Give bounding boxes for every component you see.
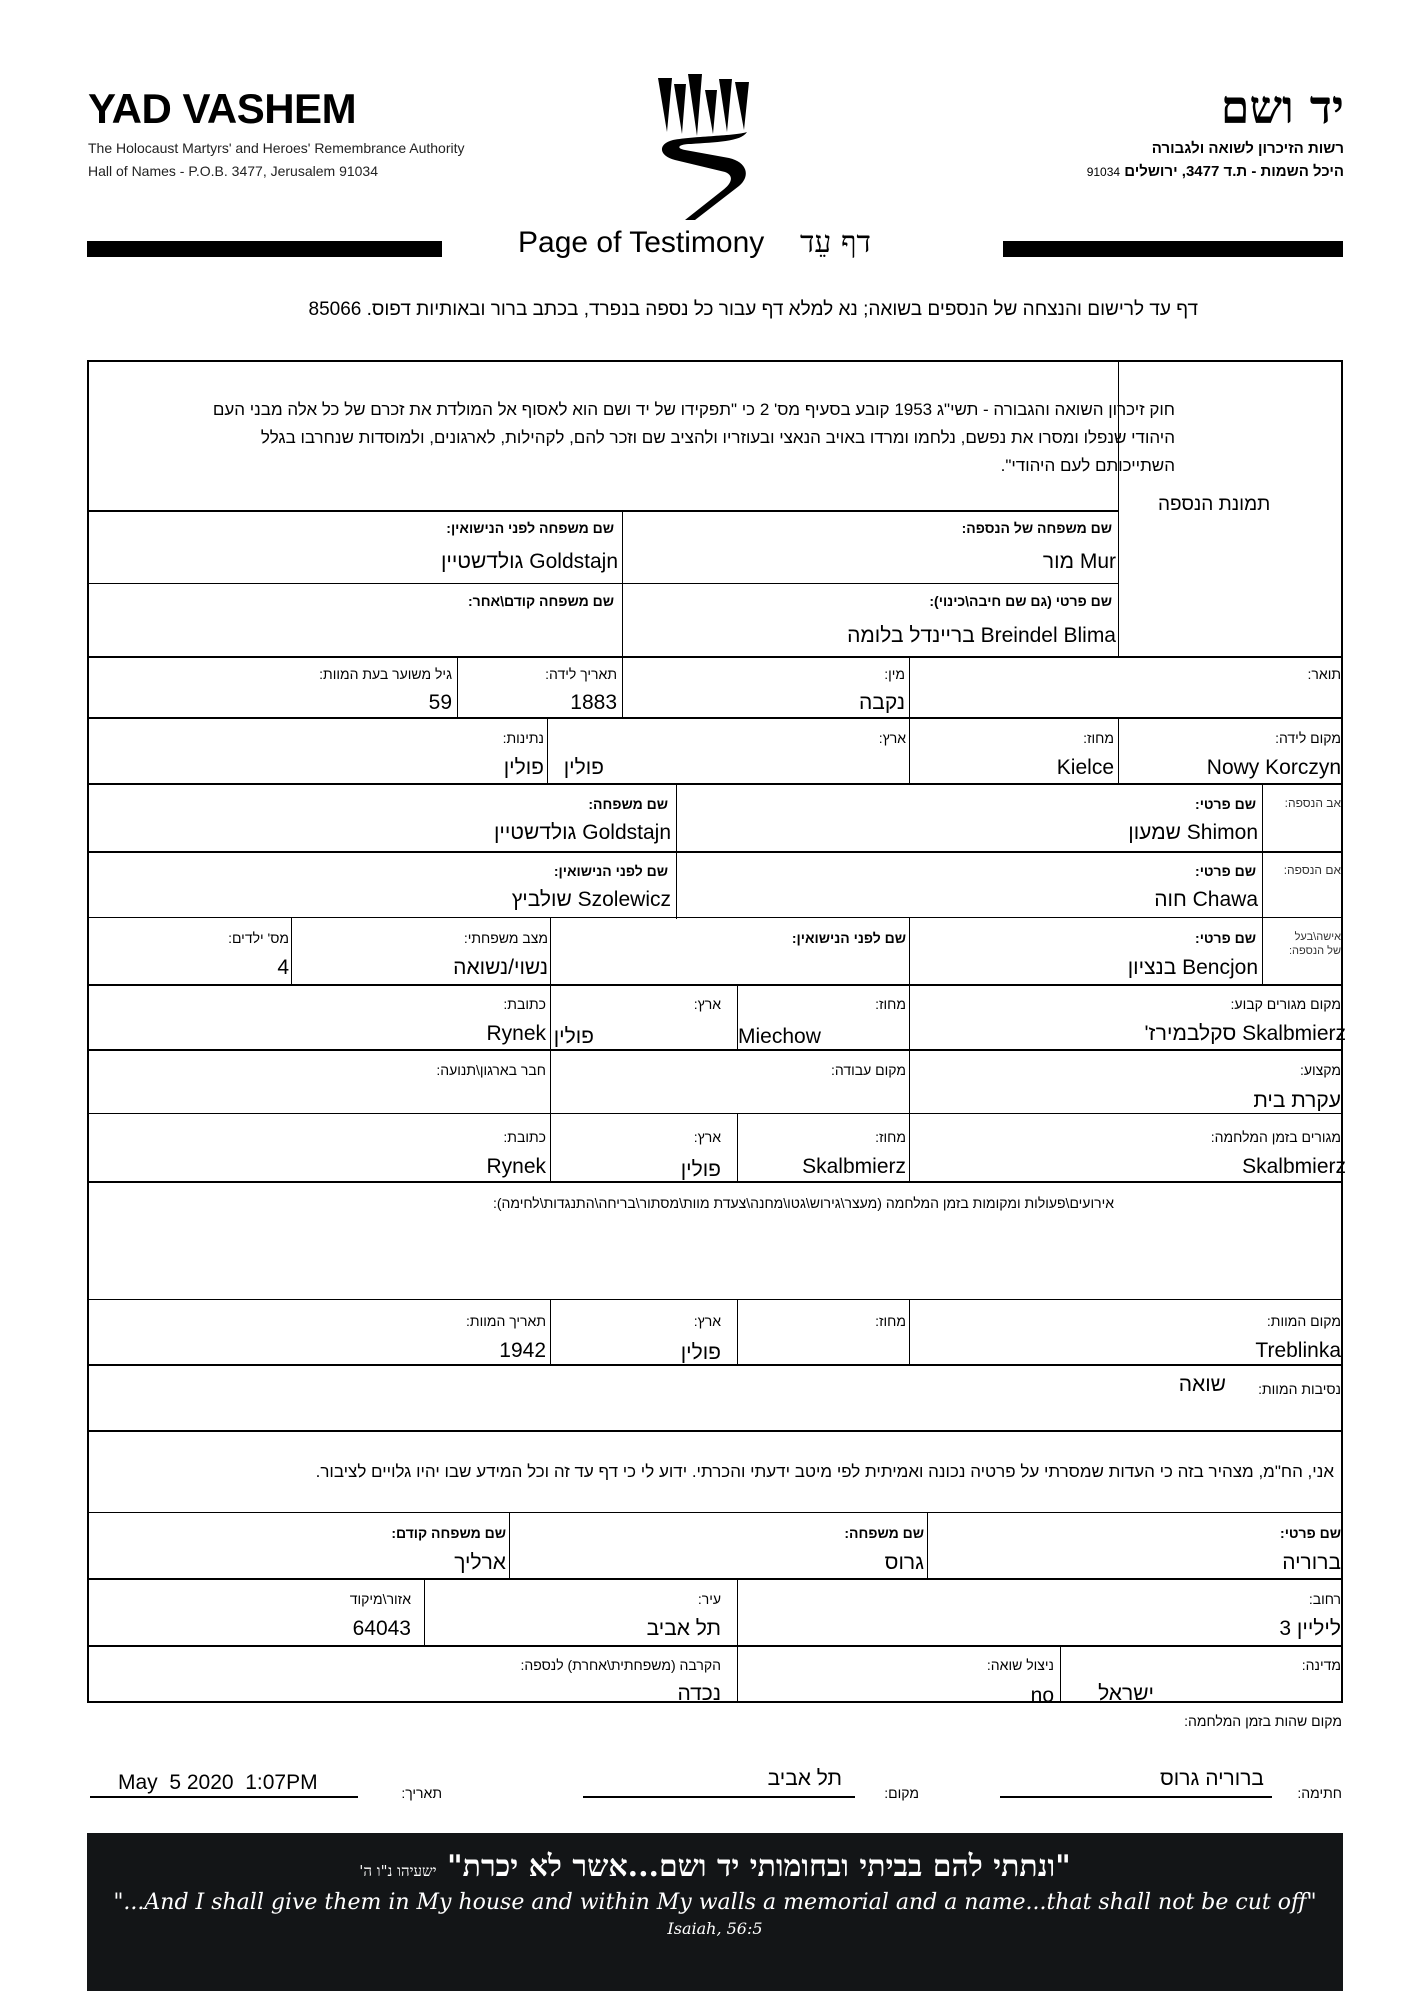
title-bar-left xyxy=(87,241,442,257)
victim-title-label: תואר: xyxy=(1307,666,1341,682)
relation-label: הקרבה (משפחתית\אחרת) לנספה: xyxy=(520,1657,721,1673)
mother-maiden-name-value[interactable]: Szolewicz שולביץ xyxy=(511,888,671,911)
divider xyxy=(87,1364,1343,1366)
spouse-row-label-2: של הנספה: xyxy=(1288,945,1341,957)
organization-label: חבר בארגון\תנועה: xyxy=(436,1062,546,1078)
divider xyxy=(550,1300,551,1365)
quote-hebrew-ref: ישעיהו נ"ו ה' xyxy=(359,1862,437,1880)
survivor-label: ניצול שואה: xyxy=(986,1657,1054,1673)
residence-district-value[interactable]: Miechow xyxy=(738,1025,821,1048)
submitter-country-label: מדינה: xyxy=(1301,1657,1341,1673)
org-name-en: YAD VASHEM xyxy=(88,85,357,132)
victim-first-name-label: שם פרטי (גם שם חיבה\כינוי): xyxy=(929,593,1112,609)
org-address-he-text: היכל השמות - ת.ד 3477, ירושלים xyxy=(1124,163,1344,180)
children-count-label: מס' ילדים: xyxy=(228,930,289,946)
submitter-street-value[interactable]: ליליין 3 xyxy=(1279,1617,1341,1640)
victim-age-value[interactable]: 59 xyxy=(428,691,452,714)
mother-maiden-name-label: שם לפני הנישואין: xyxy=(553,863,668,879)
survivor-value[interactable]: no xyxy=(1030,1684,1054,1707)
wartime-address-label: כתובת: xyxy=(503,1129,546,1145)
submitter-last-name-label: שם משפחה: xyxy=(844,1525,924,1541)
victim-photo-label: תמונת הנספה xyxy=(1158,494,1271,515)
page-title-he: דף עֵד xyxy=(800,225,871,260)
birth-country-value[interactable]: פולין xyxy=(563,756,604,779)
org-subtitle-he: רשות הזיכרון לשואה ולגבורה xyxy=(1151,140,1344,157)
marital-status-label: מצב משפחתי: xyxy=(463,930,548,946)
wartime-events-label: אירועים\פעולות ומקומות בזמן המלחמה (מעצר\גירוש\גטו\מחנה\צעדת מוות\מסתור\בריחה\התנגדות\לחימה): xyxy=(492,1195,1114,1211)
nationality-label: נתינות: xyxy=(502,730,544,746)
wartime-country-value[interactable]: פולין xyxy=(680,1158,721,1181)
date-value[interactable]: May 5 2020 1:07PM xyxy=(118,1771,318,1794)
divider xyxy=(909,918,910,985)
org-address-he xyxy=(1087,164,1344,179)
father-first-name-label: שם פרטי: xyxy=(1195,796,1256,812)
submitter-last-name-value[interactable]: גרוס xyxy=(884,1551,924,1574)
victim-last-name-label: שם משפחה של הנספה: xyxy=(961,520,1112,536)
place-value[interactable]: תל אביב xyxy=(767,1767,842,1790)
submitter-city-value[interactable]: תל אביב xyxy=(646,1617,721,1640)
signature-label: חתימה: xyxy=(1297,1785,1342,1801)
residence-country-value[interactable]: פולין xyxy=(553,1025,594,1048)
victim-last-name-value[interactable]: Mur מור xyxy=(1042,550,1116,573)
divider xyxy=(737,1114,738,1182)
victim-gender-label: מין: xyxy=(884,666,905,682)
victim-gender-value[interactable]: נקבה xyxy=(858,691,905,714)
death-circumstances-label: נסיבות המוות: xyxy=(1258,1381,1341,1397)
submitter-first-name-value[interactable]: ברוריה xyxy=(1282,1551,1341,1574)
divider xyxy=(87,583,1118,584)
birth-place-value[interactable]: Nowy Korczyn xyxy=(1206,756,1341,779)
submitter-prev-name-label: שם משפחה קודם: xyxy=(391,1525,506,1541)
father-last-name-label: שם משפחה: xyxy=(588,796,668,812)
org-zip-he: 91034 xyxy=(1086,165,1121,179)
divider xyxy=(909,985,910,1050)
residence-address-value[interactable]: Rynek xyxy=(486,1022,546,1045)
org-subtitle-en: The Holocaust Martyrs' and Heroes' Remembrance Authority xyxy=(88,140,465,156)
death-country-value[interactable]: פולין xyxy=(680,1341,721,1364)
divider xyxy=(1262,784,1263,984)
divider xyxy=(676,784,677,919)
divider xyxy=(87,783,1343,785)
relation-value[interactable]: נכדה xyxy=(677,1682,721,1705)
death-country-label: ארץ: xyxy=(693,1313,721,1329)
divider xyxy=(622,511,623,657)
residence-address-label: כתובת: xyxy=(503,996,546,1012)
victim-birth-date-value[interactable]: 1883 xyxy=(570,691,617,714)
wartime-district-label: מחוז: xyxy=(875,1129,906,1145)
divider xyxy=(509,1513,510,1579)
death-place-label: מקום המוות: xyxy=(1266,1313,1341,1329)
divider xyxy=(87,984,1343,986)
divider xyxy=(550,1051,551,1181)
quote-hebrew xyxy=(87,1849,1343,1884)
submitter-first-name-label: שם פרטי: xyxy=(1280,1525,1341,1541)
birth-district-label: מחוז: xyxy=(1083,730,1114,746)
quote-hebrew-text: "ונתתי להם בביתי ובחומותי יד ושם...אשר לא יכרת" xyxy=(447,1849,1071,1884)
divider xyxy=(909,718,910,784)
date-label: תאריך: xyxy=(401,1785,442,1801)
signature-line xyxy=(1000,1796,1272,1798)
wartime-district-value[interactable]: Skalbmierz xyxy=(802,1155,906,1178)
death-circumstances-value[interactable]: שואה xyxy=(1178,1373,1226,1396)
signature-value[interactable]: ברוריה גרוס xyxy=(1160,1767,1264,1790)
marital-status-value[interactable]: נשוי/נשואה xyxy=(453,956,548,979)
date-line xyxy=(90,1796,358,1798)
submitter-prev-name-value[interactable]: ארליך xyxy=(454,1551,506,1574)
birth-place-label: מקום לידה: xyxy=(1275,730,1341,746)
profession-label: מקצוע: xyxy=(1299,1062,1341,1078)
wartime-events-field[interactable] xyxy=(100,1220,1330,1290)
divider xyxy=(909,1300,910,1365)
father-first-name-value[interactable]: Shimon שמעון xyxy=(1128,821,1258,844)
submitter-zip-label: אזור\מיקוד xyxy=(349,1591,411,1607)
victim-maiden-name-value[interactable]: Goldstajn גולדשטיין xyxy=(440,550,618,573)
spouse-first-name-value[interactable]: Bencjon בנציון xyxy=(1127,956,1258,979)
divider xyxy=(550,918,551,985)
divider xyxy=(87,1299,1343,1300)
divider xyxy=(87,1512,1343,1513)
residence-country-label: ארץ: xyxy=(693,996,721,1012)
wartime-country-label: ארץ: xyxy=(693,1129,721,1145)
divider xyxy=(550,985,551,1050)
divider xyxy=(87,1113,1343,1114)
divider xyxy=(87,851,1343,853)
wartime-address-value[interactable]: Rynek xyxy=(486,1155,546,1178)
declaration-text: אני, הח"מ, מצהיר בזה כי העדות שמסרתי על פרטיה נכונה ואמיתית לפי מיטב ידעתי והכרתי. ידוע לי כי דף עד זה וכל המידע שבו יהיו גלויים לציבור. xyxy=(315,1462,1334,1481)
divider xyxy=(1118,718,1119,784)
birth-district-value[interactable]: Kielce xyxy=(1056,756,1114,779)
spouse-maiden-name-label: שם לפני הנישואין: xyxy=(791,930,906,946)
divider xyxy=(909,1114,910,1182)
divider xyxy=(87,1049,1343,1051)
children-count-value[interactable]: 4 xyxy=(277,956,289,979)
submitter-street-label: רחוב: xyxy=(1308,1591,1341,1607)
divider xyxy=(547,718,548,784)
divider xyxy=(291,918,292,985)
intro-instructions: דף עד לרישום והנצחה של הנספים בשואה; נא למלא דף עבור כל נספה בנפרד, בכתב ברור ובאותיות דפוס. 85066 xyxy=(308,299,1198,320)
divider xyxy=(87,1430,1343,1432)
death-place-value[interactable]: Treblinka xyxy=(1255,1339,1341,1362)
org-address-en: Hall of Names - P.O.B. 3477, Jerusalem 91034 xyxy=(88,163,379,179)
victim-maiden-name-label: שם משפחה לפני הנישואין: xyxy=(446,520,614,536)
submitter-zip-value[interactable]: 64043 xyxy=(352,1617,411,1640)
residence-district-label: מחוז: xyxy=(875,996,906,1012)
divider xyxy=(737,1580,738,1646)
quote-english xyxy=(87,1890,1343,1940)
victim-age-label: גיל משוער בעת המוות: xyxy=(319,666,452,682)
divider xyxy=(87,1578,1343,1580)
victim-birth-date-label: תאריך לידה: xyxy=(545,666,617,682)
place-line xyxy=(583,1796,855,1798)
divider xyxy=(737,1647,738,1703)
footer-quote-banner xyxy=(87,1833,1343,1991)
submitter-city-label: עיר: xyxy=(697,1591,721,1607)
nationality-value[interactable]: פולין xyxy=(503,756,544,779)
father-last-name-value[interactable]: Goldstajn גולדשטיין xyxy=(493,821,671,844)
divider xyxy=(927,1513,928,1579)
quote-english-text: "...And I shall give them in My house and within My walls a memorial and a name...that shall not be cut off" xyxy=(113,1890,1317,1915)
submitter-wartime-place-label: מקום שהות בזמן המלחמה: xyxy=(1184,1713,1342,1729)
divider xyxy=(87,510,1118,512)
spouse-first-name-label: שם פרטי: xyxy=(1195,930,1256,946)
victim-first-name-value[interactable]: Breindel Blima ברײנדל בלומה xyxy=(847,624,1116,647)
divider xyxy=(622,657,623,718)
divider xyxy=(87,917,1343,918)
divider xyxy=(87,1645,1343,1647)
title-bar-right xyxy=(1003,241,1343,257)
divider xyxy=(737,1300,738,1365)
birth-country-label: ארץ: xyxy=(878,730,906,746)
workplace-label: מקום עבודה: xyxy=(830,1062,906,1078)
divider xyxy=(457,657,458,718)
divider xyxy=(87,656,1343,658)
org-name-he: יד ושם xyxy=(1220,80,1344,134)
divider xyxy=(909,1051,910,1114)
profession-value[interactable]: עקרת בית xyxy=(1253,1089,1341,1112)
menorah-logo-icon xyxy=(655,74,765,224)
father-row-label: אב הנספה: xyxy=(1284,796,1341,810)
mother-first-name-label: שם פרטי: xyxy=(1195,863,1256,879)
residence-place-value[interactable]: Skalbmierz סקלבמירז' xyxy=(1144,1022,1346,1045)
divider xyxy=(424,1580,425,1646)
residence-place-label: מקום מגורים קבוע: xyxy=(1230,996,1341,1012)
quote-english-ref: Isaiah, 56:5 xyxy=(667,1919,763,1938)
death-date-value[interactable]: 1942 xyxy=(499,1339,546,1362)
mother-row-label: אם הנספה: xyxy=(1283,863,1341,877)
page-title-en: Page of Testimony xyxy=(518,226,765,259)
divider xyxy=(1060,1647,1061,1703)
death-district-label: מחוז: xyxy=(875,1313,906,1329)
law-text: חוק זיכרון השואה והגבורה - תשי"ג 1953 קובע בסעיף מס' 2 כי "תפקידו של יד ושם הוא לאסוף אל המולדת את זכרם של כל אלה מבני העם היהודי שנפלו ומסרו את נפשם, נלחמו ומרדו באויב הנאצי ובעוזריו ולהציב שם וזכר להם, לקהילות, לארגונים, ולמוסדות שנחרבו בגלל השתייכותם לעם היהודי". xyxy=(212,400,1175,475)
spouse-row-label-1: אישה\בעל xyxy=(1294,931,1341,943)
victim-prev-name-label: שם משפחה קודם\אחר: xyxy=(468,593,614,609)
wartime-place-value[interactable]: Skalbmierz xyxy=(1242,1155,1346,1178)
divider xyxy=(87,717,1343,719)
submitter-country-value[interactable]: ישראל xyxy=(1098,1682,1154,1705)
divider xyxy=(909,657,910,718)
death-date-label: תאריך המוות: xyxy=(466,1313,546,1329)
divider xyxy=(87,1181,1343,1183)
mother-first-name-value[interactable]: Chawa חוה xyxy=(1154,888,1258,911)
wartime-place-label: מגורים בזמן המלחמה: xyxy=(1210,1129,1341,1145)
place-label: מקום: xyxy=(884,1785,919,1801)
